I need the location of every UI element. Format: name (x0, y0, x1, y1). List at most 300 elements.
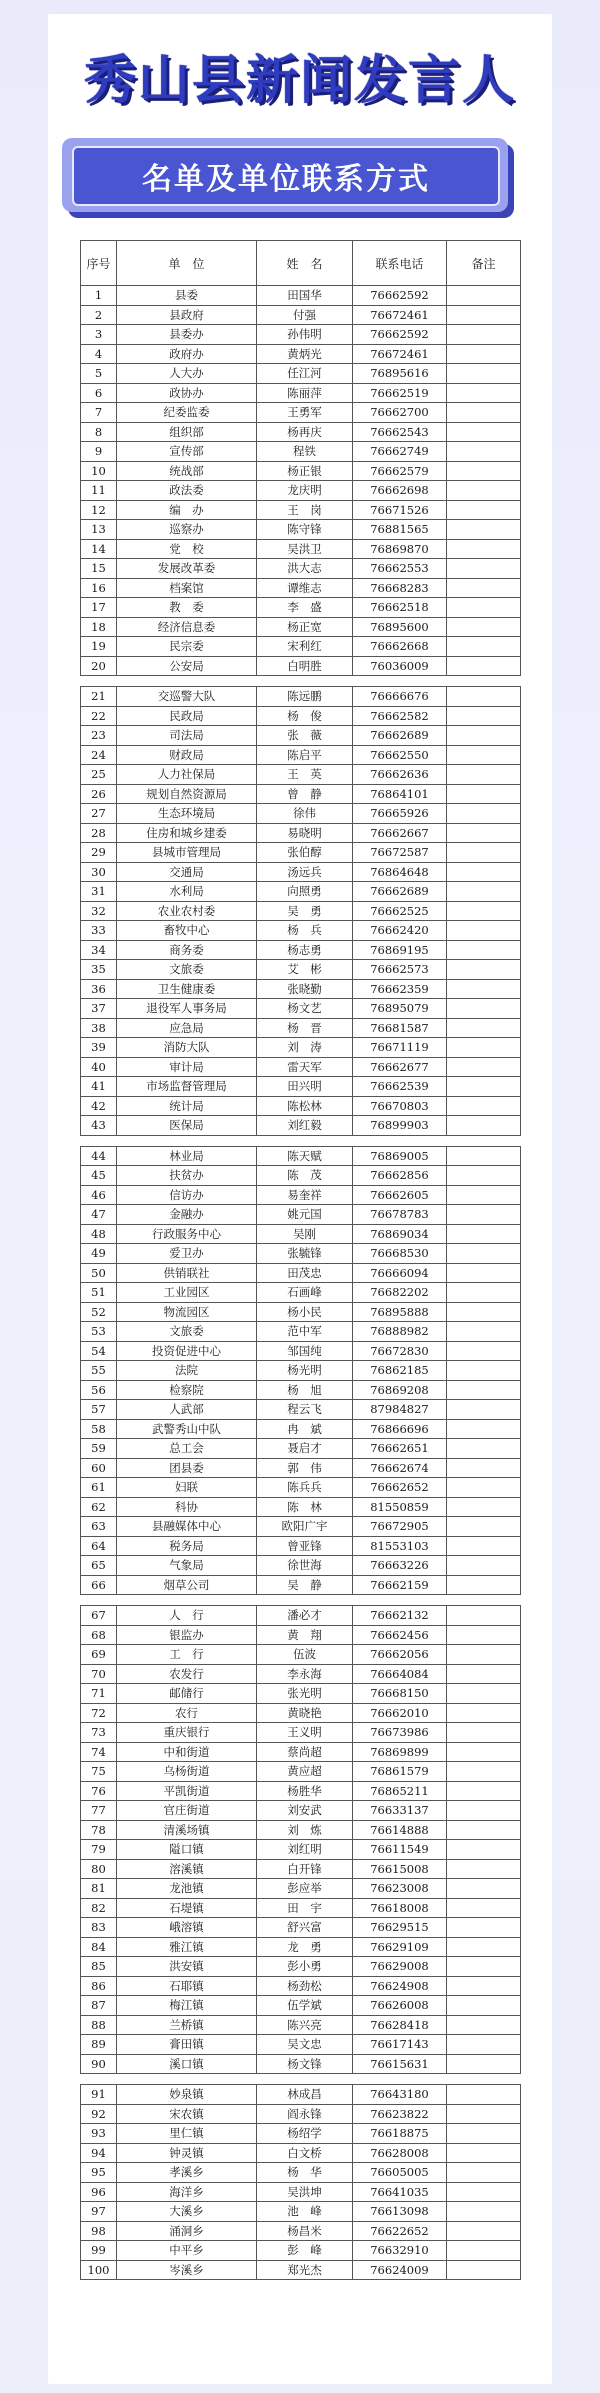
spokesperson-name: 范中军 (257, 1322, 353, 1342)
group-separator (81, 1135, 521, 1146)
phone-number: 76869870 (353, 539, 447, 559)
table-row (81, 1976, 521, 1996)
row-number: 67 (81, 1606, 117, 1626)
phone-number: 76895888 (353, 1302, 447, 1322)
spokesperson-name: 洪大志 (257, 559, 353, 579)
phone-number: 76629515 (353, 1918, 447, 1938)
unit-name: 妇联 (117, 1478, 257, 1498)
row-number: 49 (81, 1244, 117, 1264)
row-number: 69 (81, 1645, 117, 1665)
phone-number: 76662579 (353, 461, 447, 481)
table-row (81, 804, 521, 824)
table-row (81, 1038, 521, 1058)
phone-number: 76662573 (353, 960, 447, 980)
phone-number: 76864648 (353, 862, 447, 882)
unit-name: 团县委 (117, 1458, 257, 1478)
unit-name: 海洋乡 (117, 2182, 257, 2202)
unit-name: 烟草公司 (117, 1575, 257, 1595)
row-number: 70 (81, 1664, 117, 1684)
phone-number: 81553103 (353, 1536, 447, 1556)
phone-number: 76673986 (353, 1723, 447, 1743)
phone-number: 76618875 (353, 2124, 447, 2144)
unit-name: 文旅委 (117, 960, 257, 980)
row-number: 71 (81, 1684, 117, 1704)
note-cell (447, 2104, 521, 2124)
phone-number: 76641035 (353, 2182, 447, 2202)
table-row (81, 364, 521, 384)
note-cell (447, 1478, 521, 1498)
spokesperson-name: 伍学斌 (257, 1996, 353, 2016)
phone-number: 76614888 (353, 1820, 447, 1840)
note-cell (447, 656, 521, 676)
note-cell (447, 617, 521, 637)
subtitle-text: 名单及单位联系方式 (72, 146, 500, 206)
spokesperson-name: 张毓锋 (257, 1244, 353, 1264)
unit-name: 行政服务中心 (117, 1224, 257, 1244)
unit-name: 扶贫办 (117, 1166, 257, 1186)
unit-name: 妙泉镇 (117, 2085, 257, 2105)
unit-name: 消防大队 (117, 1038, 257, 1058)
table-row (81, 2202, 521, 2222)
spokesperson-name: 刘 炼 (257, 1820, 353, 1840)
spokesperson-name: 杨 华 (257, 2163, 353, 2183)
table-row (81, 1380, 521, 1400)
row-number: 8 (81, 422, 117, 442)
row-number: 2 (81, 305, 117, 325)
note-cell (447, 1096, 521, 1116)
phone-number: 76672461 (353, 344, 447, 364)
row-number: 46 (81, 1185, 117, 1205)
row-number: 50 (81, 1263, 117, 1283)
phone-number: 76671526 (353, 500, 447, 520)
table-row (81, 745, 521, 765)
row-number: 17 (81, 598, 117, 618)
unit-name: 教 委 (117, 598, 257, 618)
table-row (81, 403, 521, 423)
unit-name: 编 办 (117, 500, 257, 520)
note-cell (447, 921, 521, 941)
note-cell (447, 2163, 521, 2183)
spokesperson-name: 刘红毅 (257, 1116, 353, 1136)
row-number: 6 (81, 383, 117, 403)
unit-name: 人大办 (117, 364, 257, 384)
note-cell (447, 403, 521, 423)
table-row (81, 2054, 521, 2074)
unit-name: 政法委 (117, 481, 257, 501)
table-row (81, 960, 521, 980)
note-cell (447, 1976, 521, 1996)
spokesperson-name: 彭 峰 (257, 2241, 353, 2261)
table-row (81, 1224, 521, 1244)
unit-name: 县融媒体中心 (117, 1517, 257, 1537)
spokesperson-name: 杨小民 (257, 1302, 353, 1322)
unit-name: 兰桥镇 (117, 2015, 257, 2035)
spokesperson-name: 吴 勇 (257, 901, 353, 921)
unit-name: 人 行 (117, 1606, 257, 1626)
unit-name: 人武部 (117, 1400, 257, 1420)
spokesperson-name: 杨正宽 (257, 617, 353, 637)
table-row (81, 2015, 521, 2035)
table-row (81, 1801, 521, 1821)
note-cell (447, 2241, 521, 2261)
unit-name: 交通局 (117, 862, 257, 882)
note-cell (447, 687, 521, 707)
spokesperson-name: 彭小勇 (257, 1957, 353, 1977)
spokesperson-name: 陈守锋 (257, 520, 353, 540)
note-cell (447, 804, 521, 824)
spokesperson-name: 杨志勇 (257, 940, 353, 960)
phone-number: 76869034 (353, 1224, 447, 1244)
row-number: 28 (81, 823, 117, 843)
note-cell (447, 1801, 521, 1821)
phone-number: 76662689 (353, 726, 447, 746)
phone-number: 76895079 (353, 999, 447, 1019)
spokesperson-name: 吴刚 (257, 1224, 353, 1244)
phone-number: 76622652 (353, 2221, 447, 2241)
table-row (81, 344, 521, 364)
table-row (81, 1575, 521, 1595)
row-number: 65 (81, 1556, 117, 1576)
phone-number: 76662677 (353, 1057, 447, 1077)
spokesperson-name: 李永海 (257, 1664, 353, 1684)
spokesperson-name: 徐伟 (257, 804, 353, 824)
note-cell (447, 1742, 521, 1762)
unit-name: 政府办 (117, 344, 257, 364)
spokesperson-name: 易晓明 (257, 823, 353, 843)
unit-name: 政协办 (117, 383, 257, 403)
table-row (81, 1684, 521, 1704)
table-row (81, 1146, 521, 1166)
spokesperson-name: 杨正银 (257, 461, 353, 481)
spokesperson-name: 伍波 (257, 1645, 353, 1665)
subtitle-banner (62, 138, 508, 212)
row-number: 15 (81, 559, 117, 579)
table-row (81, 422, 521, 442)
unit-name: 里仁镇 (117, 2124, 257, 2144)
phone-number: 76862185 (353, 1361, 447, 1381)
phone-number: 76036009 (353, 656, 447, 676)
table-row (81, 1645, 521, 1665)
table-row (81, 1205, 521, 1225)
unit-name: 市场监督管理局 (117, 1077, 257, 1097)
header-name: 姓 名 (257, 241, 353, 286)
row-number: 30 (81, 862, 117, 882)
unit-name: 应急局 (117, 1018, 257, 1038)
note-cell (447, 1322, 521, 1342)
row-number: 48 (81, 1224, 117, 1244)
phone-number: 76662456 (353, 1625, 447, 1645)
note-cell (447, 1645, 521, 1665)
spokesperson-name: 杨 晋 (257, 1018, 353, 1038)
unit-name: 孝溪乡 (117, 2163, 257, 2183)
table-row (81, 1957, 521, 1977)
unit-name: 平凯街道 (117, 1781, 257, 1801)
table-row (81, 862, 521, 882)
spokesperson-name: 白开锋 (257, 1859, 353, 1879)
phone-number: 76662856 (353, 1166, 447, 1186)
row-number: 64 (81, 1536, 117, 1556)
spokesperson-name: 刘安武 (257, 1801, 353, 1821)
spokesperson-name: 邹国纯 (257, 1341, 353, 1361)
spokesperson-name: 阎永锋 (257, 2104, 353, 2124)
spokesperson-name: 张 薇 (257, 726, 353, 746)
row-number: 43 (81, 1116, 117, 1136)
phone-number: 76671119 (353, 1038, 447, 1058)
row-number: 21 (81, 687, 117, 707)
table-row (81, 2221, 521, 2241)
table-row (81, 1096, 521, 1116)
table-row (81, 1918, 521, 1938)
note-cell (447, 1781, 521, 1801)
unit-name: 银监办 (117, 1625, 257, 1645)
row-number: 29 (81, 843, 117, 863)
phone-number: 76662525 (353, 901, 447, 921)
row-number: 44 (81, 1146, 117, 1166)
table-row (81, 901, 521, 921)
table-row (81, 325, 521, 345)
note-cell (447, 706, 521, 726)
spokesperson-name: 程云飞 (257, 1400, 353, 1420)
table-row (81, 461, 521, 481)
row-number: 42 (81, 1096, 117, 1116)
spokesperson-name: 杨 俊 (257, 706, 353, 726)
spokesperson-name: 曾 静 (257, 784, 353, 804)
spokesperson-name: 雷天军 (257, 1057, 353, 1077)
note-cell (447, 422, 521, 442)
spokesperson-name: 郑光杰 (257, 2260, 353, 2280)
note-cell (447, 940, 521, 960)
note-cell (447, 637, 521, 657)
note-cell (447, 2182, 521, 2202)
table-row (81, 687, 521, 707)
row-number: 9 (81, 442, 117, 462)
row-number: 77 (81, 1801, 117, 1821)
phone-number: 76662539 (353, 1077, 447, 1097)
phone-number: 76617143 (353, 2035, 447, 2055)
note-cell (447, 1497, 521, 1517)
row-number: 93 (81, 2124, 117, 2144)
table-row (81, 1625, 521, 1645)
row-number: 99 (81, 2241, 117, 2261)
spokesperson-table (80, 240, 521, 2280)
phone-number: 76668283 (353, 578, 447, 598)
phone-number: 76869195 (353, 940, 447, 960)
unit-name: 农行 (117, 1703, 257, 1723)
table-row (81, 1742, 521, 1762)
row-number: 3 (81, 325, 117, 345)
table-row (81, 1517, 521, 1537)
spokesperson-name: 杨再庆 (257, 422, 353, 442)
row-number: 81 (81, 1879, 117, 1899)
phone-number: 76662519 (353, 383, 447, 403)
table-row (81, 1536, 521, 1556)
row-number: 11 (81, 481, 117, 501)
note-cell (447, 2260, 521, 2280)
unit-name: 县政府 (117, 305, 257, 325)
table-row (81, 598, 521, 618)
spokesperson-name: 舒兴富 (257, 1918, 353, 1938)
spokesperson-name: 杨胜华 (257, 1781, 353, 1801)
table-row (81, 1263, 521, 1283)
unit-name: 党 校 (117, 539, 257, 559)
table-row (81, 1840, 521, 1860)
unit-name: 溪口镇 (117, 2054, 257, 2074)
phone-number: 76628008 (353, 2143, 447, 2163)
unit-name: 峨溶镇 (117, 1918, 257, 1938)
unit-name: 交巡警大队 (117, 687, 257, 707)
note-cell (447, 1419, 521, 1439)
spokesperson-name: 刘红明 (257, 1840, 353, 1860)
spokesperson-name: 易奎祥 (257, 1185, 353, 1205)
unit-name: 武警秀山中队 (117, 1419, 257, 1439)
unit-name: 洪安镇 (117, 1957, 257, 1977)
note-cell (447, 1575, 521, 1595)
phone-number: 76662159 (353, 1575, 447, 1595)
unit-name: 石堤镇 (117, 1898, 257, 1918)
note-cell (447, 305, 521, 325)
phone-number: 76668530 (353, 1244, 447, 1264)
phone-number: 76865211 (353, 1781, 447, 1801)
spokesperson-name: 田国华 (257, 286, 353, 306)
row-number: 61 (81, 1478, 117, 1498)
unit-name: 组织部 (117, 422, 257, 442)
header-tel: 联系电话 (353, 241, 447, 286)
unit-name: 商务委 (117, 940, 257, 960)
row-number: 7 (81, 403, 117, 423)
phone-number: 76672830 (353, 1341, 447, 1361)
note-cell (447, 500, 521, 520)
note-cell (447, 325, 521, 345)
unit-name: 县委办 (117, 325, 257, 345)
table-row (81, 578, 521, 598)
unit-name: 总工会 (117, 1439, 257, 1459)
table-row (81, 1077, 521, 1097)
table-row (81, 1361, 521, 1381)
note-cell (447, 481, 521, 501)
note-cell (447, 442, 521, 462)
unit-name: 物流园区 (117, 1302, 257, 1322)
table-row (81, 2260, 521, 2280)
row-number: 53 (81, 1322, 117, 1342)
phone-number: 76861579 (353, 1762, 447, 1782)
note-cell (447, 1625, 521, 1645)
table-row (81, 1185, 521, 1205)
row-number: 47 (81, 1205, 117, 1225)
row-number: 83 (81, 1918, 117, 1938)
phone-number: 76662700 (353, 403, 447, 423)
table-row (81, 1322, 521, 1342)
note-cell (447, 726, 521, 746)
spokesperson-name: 彭应举 (257, 1879, 353, 1899)
phone-number: 76864101 (353, 784, 447, 804)
spokesperson-name: 冉 斌 (257, 1419, 353, 1439)
unit-name: 县委 (117, 286, 257, 306)
table-row (81, 520, 521, 540)
unit-name: 中和街道 (117, 1742, 257, 1762)
phone-number: 76662674 (353, 1458, 447, 1478)
note-cell (447, 2015, 521, 2035)
unit-name: 宋农镇 (117, 2104, 257, 2124)
unit-name: 金融办 (117, 1205, 257, 1225)
spokesperson-name: 王 岗 (257, 500, 353, 520)
table-row (81, 1781, 521, 1801)
note-cell (447, 461, 521, 481)
phone-number: 76662636 (353, 765, 447, 785)
spokesperson-name: 张光明 (257, 1684, 353, 1704)
note-cell (447, 1918, 521, 1938)
table-row (81, 1166, 521, 1186)
group-separator (81, 676, 521, 687)
phone-number: 76623822 (353, 2104, 447, 2124)
note-cell (447, 1185, 521, 1205)
phone-number: 76663226 (353, 1556, 447, 1576)
note-cell (447, 383, 521, 403)
phone-number: 76866696 (353, 1419, 447, 1439)
unit-name: 中平乡 (117, 2241, 257, 2261)
spokesperson-name: 杨文艺 (257, 999, 353, 1019)
row-number: 18 (81, 617, 117, 637)
table-row (81, 1556, 521, 1576)
phone-number: 76668150 (353, 1684, 447, 1704)
unit-name: 经济信息委 (117, 617, 257, 637)
unit-name: 梅江镇 (117, 1996, 257, 2016)
table-row (81, 1400, 521, 1420)
note-cell (447, 1166, 521, 1186)
row-number: 27 (81, 804, 117, 824)
table-row (81, 1244, 521, 1264)
row-number: 68 (81, 1625, 117, 1645)
spokesperson-name: 欧阳广宇 (257, 1517, 353, 1537)
phone-number: 76899903 (353, 1116, 447, 1136)
unit-name: 乌杨街道 (117, 1762, 257, 1782)
table-row (81, 2085, 521, 2105)
unit-name: 供销联社 (117, 1263, 257, 1283)
spokesperson-name: 黄晓艳 (257, 1703, 353, 1723)
spokesperson-name: 聂启才 (257, 1439, 353, 1459)
row-number: 66 (81, 1575, 117, 1595)
header-note: 备注 (447, 241, 521, 286)
spokesperson-name: 陈兵兵 (257, 1478, 353, 1498)
row-number: 19 (81, 637, 117, 657)
row-number: 58 (81, 1419, 117, 1439)
row-number: 54 (81, 1341, 117, 1361)
row-number: 56 (81, 1380, 117, 1400)
unit-name: 官庄街道 (117, 1801, 257, 1821)
spokesperson-name: 陈兴亮 (257, 2015, 353, 2035)
unit-name: 膏田镇 (117, 2035, 257, 2055)
phone-number: 76662592 (353, 325, 447, 345)
note-cell (447, 1057, 521, 1077)
phone-number: 76662667 (353, 823, 447, 843)
row-number: 86 (81, 1976, 117, 1996)
phone-number: 76670803 (353, 1096, 447, 1116)
table-row (81, 1664, 521, 1684)
phone-number: 76681587 (353, 1018, 447, 1038)
row-number: 92 (81, 2104, 117, 2124)
note-cell (447, 745, 521, 765)
unit-name: 司法局 (117, 726, 257, 746)
phone-number: 76662652 (353, 1478, 447, 1498)
spokesperson-name: 王勇军 (257, 403, 353, 423)
unit-name: 龙池镇 (117, 1879, 257, 1899)
row-number: 22 (81, 706, 117, 726)
table-row (81, 481, 521, 501)
phone-number: 76632910 (353, 2241, 447, 2261)
table-row (81, 617, 521, 637)
row-number: 4 (81, 344, 117, 364)
note-cell (447, 823, 521, 843)
spokesperson-name: 黄 翔 (257, 1625, 353, 1645)
